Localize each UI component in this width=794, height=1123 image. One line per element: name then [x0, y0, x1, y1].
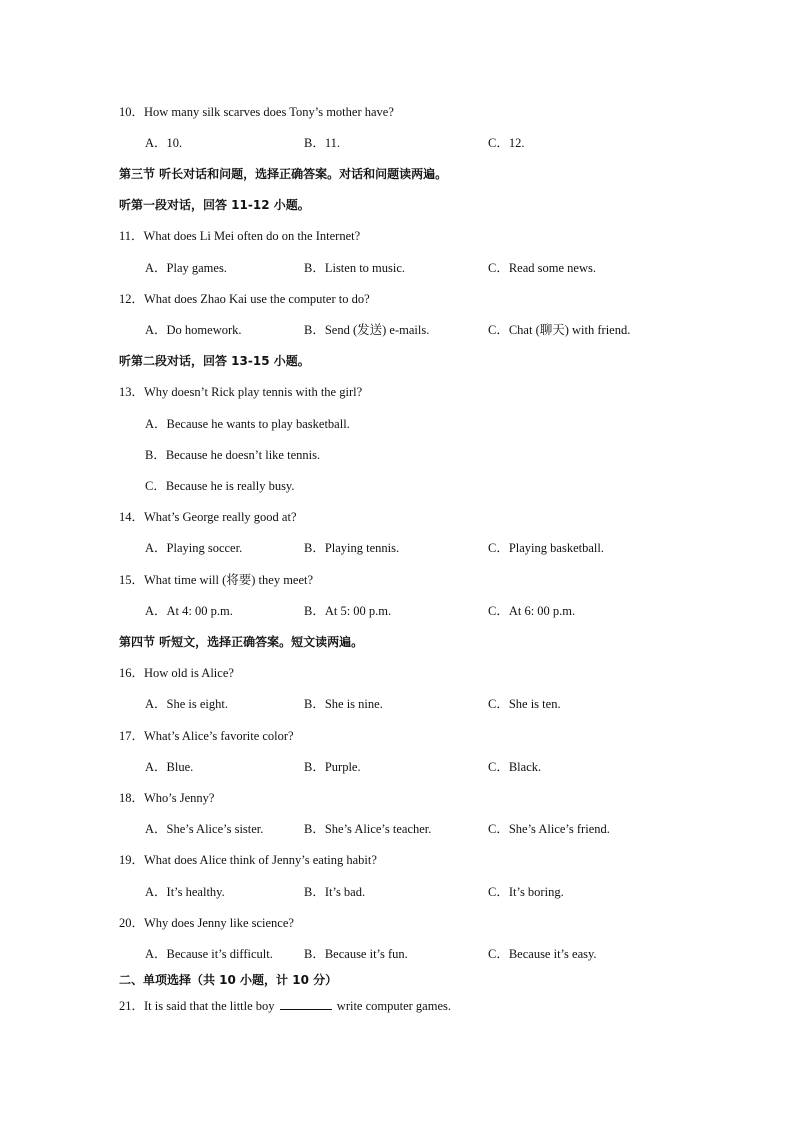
q16-stem: 16．How old is Alice? — [119, 666, 234, 680]
q19-stem: 19．What does Alice think of Jenny’s eating habit? — [119, 853, 377, 867]
q12-option-a: A．Do homework. — [145, 323, 242, 337]
q15-option-c: C．At 6: 00 p.m. — [488, 604, 576, 618]
q12-option-b: B．Send (发送) e-mails. — [304, 323, 430, 337]
q21-stem-before-blank: 21．It is said that the little boy — [119, 999, 275, 1013]
q12-stem: 12．What does Zhao Kai use the computer to do? — [119, 292, 370, 306]
q16-option-a: A．She is eight. — [145, 697, 228, 711]
q15-stem: 15．What time will (将要) they meet? — [119, 573, 314, 587]
q17-option-c: C．Black. — [488, 760, 542, 774]
q10-option-c: C．12. — [488, 136, 525, 150]
section-3-heading: 第三节 听长对话和问题，选择正确答案。对话和问题读两遍。 — [119, 167, 448, 181]
q10-stem: 10．How many silk scarves does Tony’s mother have? — [119, 105, 394, 119]
answer-blank — [280, 998, 332, 1010]
part-2-heading: 二、单项选择（共 10 小题，计 10 分） — [119, 973, 338, 987]
dialogue-1-heading: 听第一段对话，回答 11-12 小题。 — [119, 198, 310, 212]
q11-option-b: B．Listen to music. — [304, 261, 406, 275]
q20-stem: 20．Why does Jenny like science? — [119, 916, 294, 930]
dialogue-2-heading: 听第二段对话，回答 13-15 小题。 — [119, 354, 310, 368]
q11-stem: 11．What does Li Mei often do on the Internet? — [119, 229, 361, 243]
q13-option-a: A．Because he wants to play basketball. — [145, 417, 350, 431]
q14-option-b: B．Playing tennis. — [304, 541, 400, 555]
q14-stem: 14．What’s George really good at? — [119, 510, 297, 524]
q19-option-c: C．It’s boring. — [488, 885, 564, 899]
q15-option-a: A．At 4: 00 p.m. — [145, 604, 233, 618]
q12-option-c: C．Chat (聊天) with friend. — [488, 323, 631, 337]
q17-option-a: A．Blue. — [145, 760, 194, 774]
q11-option-a: A．Play games. — [145, 261, 227, 275]
q18-option-c: C．She’s Alice’s friend. — [488, 822, 610, 836]
q20-option-b: B．Because it’s fun. — [304, 947, 408, 961]
q19-option-a: A．It’s healthy. — [145, 885, 225, 899]
q18-option-b: B．She’s Alice’s teacher. — [304, 822, 432, 836]
section-4-heading: 第四节 听短文，选择正确答案。短文读两遍。 — [119, 635, 364, 649]
q17-stem: 17．What’s Alice’s favorite color? — [119, 729, 294, 743]
q19-option-b: B．It’s bad. — [304, 885, 366, 899]
q18-option-a: A．She’s Alice’s sister. — [145, 822, 264, 836]
q14-option-a: A．Playing soccer. — [145, 541, 243, 555]
q14-option-c: C．Playing basketball. — [488, 541, 604, 555]
q10-option-b: B．11. — [304, 136, 340, 150]
q21-stem — [119, 998, 451, 1014]
q18-stem: 18．Who’s Jenny? — [119, 791, 215, 805]
q13-option-c: C．Because he is really busy. — [145, 479, 295, 493]
q20-option-c: C．Because it’s easy. — [488, 947, 597, 961]
q16-option-c: C．She is ten. — [488, 697, 561, 711]
q16-option-b: B．She is nine. — [304, 697, 383, 711]
q11-option-c: C．Read some news. — [488, 261, 596, 275]
q20-option-a: A．Because it’s difficult. — [145, 947, 273, 961]
q17-option-b: B．Purple. — [304, 760, 361, 774]
q10-option-a: A．10. — [145, 136, 183, 150]
q15-option-b: B．At 5: 00 p.m. — [304, 604, 392, 618]
q21-stem-after-blank: write computer games. — [336, 999, 451, 1013]
q13-option-b: B．Because he doesn’t like tennis. — [145, 448, 321, 462]
q13-stem: 13．Why doesn’t Rick play tennis with the girl? — [119, 385, 363, 399]
